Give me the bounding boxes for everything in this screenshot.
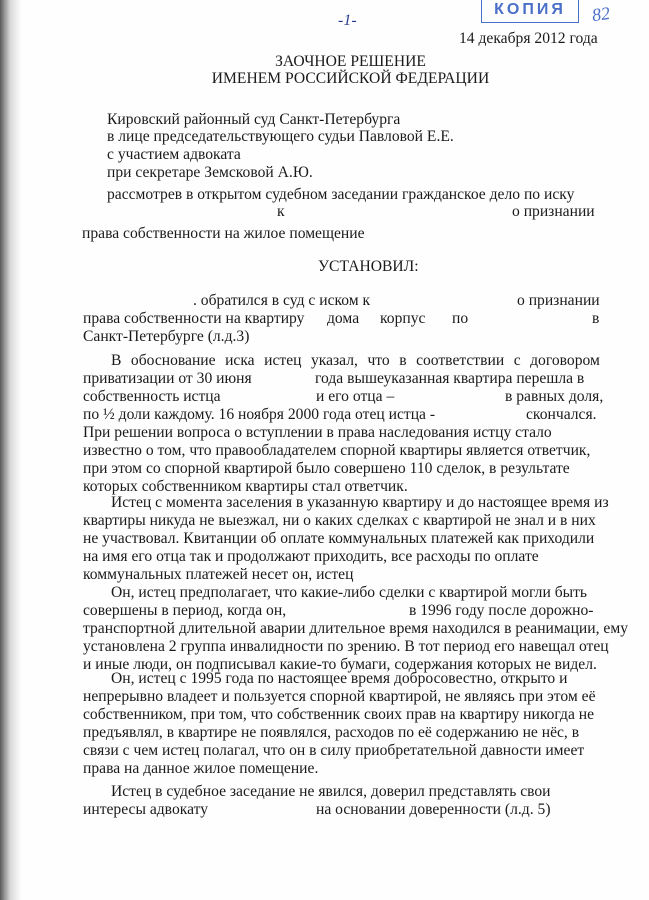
court-name: Кировский районный суд Санкт-Петербурга [107,111,401,128]
p1-line-2-d: по [452,310,469,327]
p2-line-3c: в равных доля, [505,388,604,405]
p6-line-2a: интересы адвокату [83,801,209,818]
decision-date: 14 декабря 2012 года [459,30,598,47]
p2-line-6: известно о том, что правообладателем спорной квартиры является ответчик, [83,442,591,459]
court-secretary: при секретаре Земсковой А.Ю. [107,164,313,181]
p3-line-5: коммунальных платежей несет он, истец [83,566,354,583]
scan-shadow-edge [0,0,22,900]
p1-line-2-e: в [592,310,600,327]
p4-line-2b: в 1996 году после дорожно- [409,602,594,619]
p1-line-2-a: права собственности на квартиру [83,310,305,327]
p2-line-8: которых собственником квартиры стал ответчик. [83,478,408,495]
document-title: ЗАОЧНОЕ РЕШЕНИЕ [275,53,426,70]
p6-line-1: Истец в судебное заседание не явился, доверил представлять свои [111,783,551,800]
p4-line-4: установлена 2 группа инвалидности по зрению. В тот период его навещал отец [83,638,609,655]
considered-recognition: о признании [512,203,595,220]
p1-line-2-b: дома [327,310,360,327]
p2-line-7: при этом со спорной квартирой было совершено 110 сделок, в результате [83,460,570,477]
considered-line-1: рассмотрев в открытом судебном заседании гражданское дело по иску [107,186,575,203]
p3-line-1: Истец с момента заселения в указанную квартиру и до настоящее время из [111,494,609,511]
established-heading: УСТАНОВИЛ: [318,258,419,275]
copy-stamp: КОПИЯ [481,0,579,23]
considered-line-3: права собственности на жилое помещение [82,225,365,242]
p2-line-2a: приватизации от 30 июня [83,370,252,387]
p2-line-4b: скончался. [526,406,597,423]
court-judge: в лице председательствующего судьи Павловой Е.Е. [107,128,454,145]
p6-line-2b: на основании доверенности (л.д. 5) [316,801,551,818]
p1-line-3: Санкт-Петербурге (л.д.3) [83,328,250,345]
p2-line-3b: и его отца – [316,388,395,405]
p4-line-3: транспортной длительной аварии длительное время находился в реанимации, ему [83,620,628,637]
p2-line-3a: собственность истца [83,388,221,405]
p3-line-4: на имя его отца так и продолжают приходить, все расходы по оплате [83,548,539,565]
p5-line-3: собственником, при том, что собственник своих прав на квартиру никогда не [83,706,595,723]
p5-line-4: предъявлял, в квартире не появлялся, расходов по её содержанию не нёс, в [83,724,580,741]
p4-line-2a: совершены в период, когда он, [83,602,287,619]
p2-line-1: В обоснование иска истец указал, что в соответствии с договором [111,352,600,369]
court-lawyer: с участием адвоката [107,146,241,163]
p1-line-1b: о признании [517,292,600,309]
page-mark: -1- [338,12,357,29]
p1-line-1a: . обратился в суд с иском к [193,292,371,309]
p5-line-5: связи с чем истец полагал, что он в силу приобретательной давности имеет [83,742,585,759]
p2-line-4a: по ½ доли каждому. 16 ноября 2000 года отец истца - [83,406,436,423]
p5-line-1: Он, истец с 1995 года по настоящее время добросовестно, открыто и [111,670,568,687]
p4-line-1: Он, истец предполагает, что какие-либо сделки с квартирой могли быть [111,584,588,601]
p3-line-3: не участвовал. Квитанции об оплате коммунальных платежей как приходили [83,530,595,547]
p2-line-5: При решении вопроса о вступлении в права наследования истцу стало [83,424,552,441]
p5-line-6: права на данное жилое помещение. [83,760,319,777]
p2-line-2b: года вышеуказанная квартира перешла в [315,370,585,387]
p4-line-5: и иные люди, он подписывал какие-то бумаги, содержания которых не видел. [83,656,597,673]
p1-line-2-c: корпус [380,310,426,327]
p3-line-2: квартиры никуда не выезжал, ни о каких сделках с квартирой не знал и в них [83,512,596,529]
document-subtitle: ИМЕНЕМ РОССИЙСКОЙ ФЕДЕРАЦИИ [211,70,490,87]
handwritten-page-number: 82 [590,2,612,26]
considered-against: к [277,203,285,220]
p5-line-2: непрерывно владеет и пользуется спорной квартирой, не являясь при этом её [83,688,596,705]
